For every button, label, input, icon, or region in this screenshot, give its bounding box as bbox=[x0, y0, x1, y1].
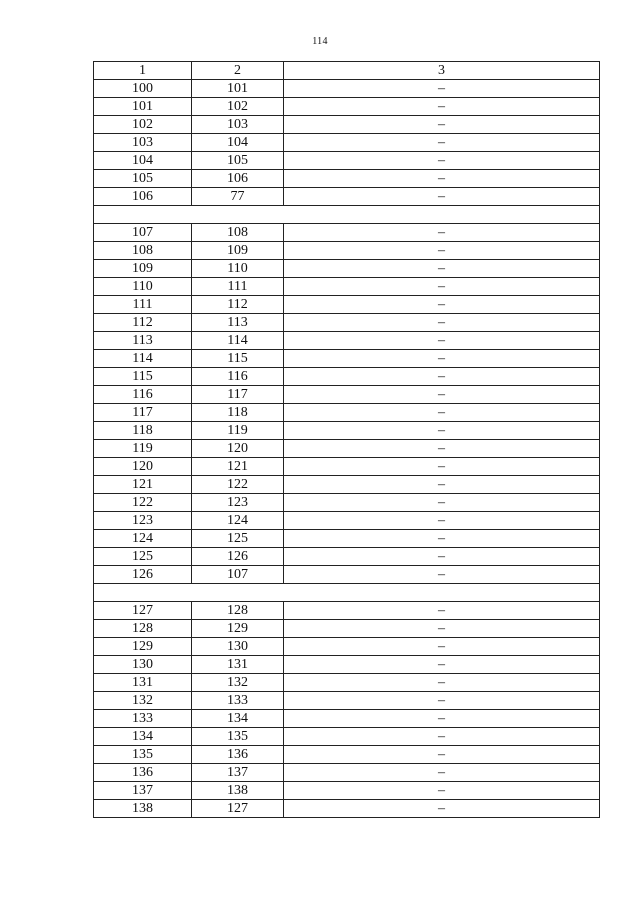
table-cell-col-1: 121 bbox=[94, 476, 192, 494]
table-row bbox=[94, 692, 600, 710]
table-row bbox=[94, 656, 600, 674]
table-cell-col-2: 109 bbox=[192, 242, 284, 260]
table-cell-col-3: – bbox=[284, 782, 600, 800]
table-cell-col-2: 136 bbox=[192, 746, 284, 764]
table-cell-col-3: – bbox=[284, 188, 600, 206]
table-cell-col-1: 119 bbox=[94, 440, 192, 458]
page-number: 114 bbox=[312, 36, 328, 47]
table-row bbox=[94, 674, 600, 692]
table-row bbox=[94, 764, 600, 782]
table-cell-col-3: – bbox=[284, 170, 600, 188]
table-cell-col-3: – bbox=[284, 566, 600, 584]
table-cell-col-3: – bbox=[284, 458, 600, 476]
table-cell-col-2: 138 bbox=[192, 782, 284, 800]
table-cell-col-3: – bbox=[284, 602, 600, 620]
table-cell-col-1: 114 bbox=[94, 350, 192, 368]
table-cell-col-3: – bbox=[284, 692, 600, 710]
table-cell-col-3: – bbox=[284, 638, 600, 656]
table-row bbox=[94, 152, 600, 170]
group-separator-row bbox=[94, 206, 600, 224]
table-cell-col-2: 126 bbox=[192, 548, 284, 566]
table-row bbox=[94, 602, 600, 620]
table-cell-col-2: 120 bbox=[192, 440, 284, 458]
table-cell-col-3: – bbox=[284, 368, 600, 386]
header-col-3: 3 bbox=[284, 62, 600, 80]
table-row bbox=[94, 296, 600, 314]
table-cell-col-2: 119 bbox=[192, 422, 284, 440]
table-cell-col-2: 113 bbox=[192, 314, 284, 332]
table-cell-col-1: 136 bbox=[94, 764, 192, 782]
table-cell-col-3: – bbox=[284, 386, 600, 404]
table-cell-col-2: 118 bbox=[192, 404, 284, 422]
table-cell-col-2: 104 bbox=[192, 134, 284, 152]
table-cell-col-2: 125 bbox=[192, 530, 284, 548]
table-cell-col-2: 121 bbox=[192, 458, 284, 476]
table-cell-col-1: 127 bbox=[94, 602, 192, 620]
table-cell-col-3: – bbox=[284, 260, 600, 278]
table-cell-col-1: 123 bbox=[94, 512, 192, 530]
table-cell-col-2: 107 bbox=[192, 566, 284, 584]
table-row bbox=[94, 746, 600, 764]
table-cell-col-2: 122 bbox=[192, 476, 284, 494]
table-cell-col-3: – bbox=[284, 656, 600, 674]
table-cell-col-2: 128 bbox=[192, 602, 284, 620]
table-cell-col-1: 135 bbox=[94, 746, 192, 764]
table-cell-col-2: 131 bbox=[192, 656, 284, 674]
table-cell-col-3: – bbox=[284, 548, 600, 566]
table-cell-col-1: 115 bbox=[94, 368, 192, 386]
table-row bbox=[94, 458, 600, 476]
table-cell-col-1: 101 bbox=[94, 98, 192, 116]
table-row bbox=[94, 404, 600, 422]
table-cell-col-3: – bbox=[284, 134, 600, 152]
table-cell-col-2: 123 bbox=[192, 494, 284, 512]
table-cell-col-1: 129 bbox=[94, 638, 192, 656]
table-row bbox=[94, 386, 600, 404]
table-row bbox=[94, 170, 600, 188]
table-row bbox=[94, 530, 600, 548]
table-row bbox=[94, 188, 600, 206]
table-cell-col-2: 103 bbox=[192, 116, 284, 134]
table-cell-col-2: 110 bbox=[192, 260, 284, 278]
table-cell-col-2: 116 bbox=[192, 368, 284, 386]
table-row bbox=[94, 566, 600, 584]
table-cell-col-1: 112 bbox=[94, 314, 192, 332]
table-row bbox=[94, 350, 600, 368]
table-cell-col-1: 110 bbox=[94, 278, 192, 296]
table-cell-col-2: 134 bbox=[192, 710, 284, 728]
table-cell-col-1: 117 bbox=[94, 404, 192, 422]
table-cell-col-1: 122 bbox=[94, 494, 192, 512]
table-cell-col-3: – bbox=[284, 350, 600, 368]
table-cell-col-2: 105 bbox=[192, 152, 284, 170]
data-table bbox=[93, 61, 600, 818]
table-cell-col-2: 112 bbox=[192, 296, 284, 314]
table-cell-col-2: 135 bbox=[192, 728, 284, 746]
table-row bbox=[94, 98, 600, 116]
table-cell-col-2: 77 bbox=[192, 188, 284, 206]
table-cell-col-2: 108 bbox=[192, 224, 284, 242]
table-cell-col-3: – bbox=[284, 116, 600, 134]
table-row bbox=[94, 260, 600, 278]
table-cell-col-2: 114 bbox=[192, 332, 284, 350]
table-row bbox=[94, 494, 600, 512]
table-cell-col-3: – bbox=[284, 674, 600, 692]
table-cell-col-3: – bbox=[284, 314, 600, 332]
table-row bbox=[94, 710, 600, 728]
table-row bbox=[94, 224, 600, 242]
table-row bbox=[94, 800, 600, 818]
table-cell-col-3: – bbox=[284, 332, 600, 350]
table-cell-col-1: 137 bbox=[94, 782, 192, 800]
table-row bbox=[94, 548, 600, 566]
table-body bbox=[94, 62, 600, 818]
separator-cell bbox=[94, 206, 600, 224]
table-cell-col-2: 127 bbox=[192, 800, 284, 818]
table-cell-col-3: – bbox=[284, 710, 600, 728]
table-cell-col-3: – bbox=[284, 422, 600, 440]
table-row bbox=[94, 332, 600, 350]
table-cell-col-1: 120 bbox=[94, 458, 192, 476]
table-row bbox=[94, 638, 600, 656]
table-cell-col-3: – bbox=[284, 494, 600, 512]
table-cell-col-1: 134 bbox=[94, 728, 192, 746]
table-cell-col-2: 111 bbox=[192, 278, 284, 296]
table-cell-col-3: – bbox=[284, 620, 600, 638]
table-cell-col-3: – bbox=[284, 296, 600, 314]
table-row bbox=[94, 440, 600, 458]
table-cell-col-1: 118 bbox=[94, 422, 192, 440]
table-cell-col-1: 100 bbox=[94, 80, 192, 98]
table-row bbox=[94, 116, 600, 134]
table-row bbox=[94, 728, 600, 746]
table-cell-col-1: 108 bbox=[94, 242, 192, 260]
separator-cell bbox=[94, 584, 600, 602]
table-row bbox=[94, 512, 600, 530]
table-cell-col-2: 115 bbox=[192, 350, 284, 368]
table-cell-col-1: 132 bbox=[94, 692, 192, 710]
table-cell-col-3: – bbox=[284, 278, 600, 296]
table-cell-col-2: 124 bbox=[192, 512, 284, 530]
header-col-2: 2 bbox=[192, 62, 284, 80]
table-cell-col-2: 129 bbox=[192, 620, 284, 638]
table-cell-col-2: 102 bbox=[192, 98, 284, 116]
table-cell-col-1: 125 bbox=[94, 548, 192, 566]
table-row bbox=[94, 80, 600, 98]
table-cell-col-1: 102 bbox=[94, 116, 192, 134]
table-cell-col-1: 106 bbox=[94, 188, 192, 206]
table-cell-col-1: 130 bbox=[94, 656, 192, 674]
table-cell-col-3: – bbox=[284, 440, 600, 458]
table-row bbox=[94, 134, 600, 152]
table-cell-col-1: 103 bbox=[94, 134, 192, 152]
table-row bbox=[94, 278, 600, 296]
table-cell-col-3: – bbox=[284, 152, 600, 170]
table-cell-col-3: – bbox=[284, 80, 600, 98]
table-cell-col-1: 113 bbox=[94, 332, 192, 350]
table-cell-col-2: 130 bbox=[192, 638, 284, 656]
table-row bbox=[94, 242, 600, 260]
table-cell-col-3: – bbox=[284, 404, 600, 422]
table-cell-col-1: 116 bbox=[94, 386, 192, 404]
table-cell-col-2: 137 bbox=[192, 764, 284, 782]
group-separator-row bbox=[94, 584, 600, 602]
table-header-row bbox=[94, 62, 600, 80]
table-cell-col-2: 106 bbox=[192, 170, 284, 188]
table-cell-col-3: – bbox=[284, 512, 600, 530]
table-cell-col-1: 131 bbox=[94, 674, 192, 692]
header-col-1: 1 bbox=[94, 62, 192, 80]
table-cell-col-3: – bbox=[284, 800, 600, 818]
table-cell-col-3: – bbox=[284, 98, 600, 116]
table-row bbox=[94, 368, 600, 386]
table-cell-col-1: 105 bbox=[94, 170, 192, 188]
table-row bbox=[94, 422, 600, 440]
table-cell-col-1: 107 bbox=[94, 224, 192, 242]
table-row bbox=[94, 476, 600, 494]
table-cell-col-2: 101 bbox=[192, 80, 284, 98]
table-cell-col-3: – bbox=[284, 476, 600, 494]
table-row bbox=[94, 314, 600, 332]
table-cell-col-2: 133 bbox=[192, 692, 284, 710]
table-cell-col-1: 138 bbox=[94, 800, 192, 818]
table-cell-col-1: 133 bbox=[94, 710, 192, 728]
table-cell-col-1: 111 bbox=[94, 296, 192, 314]
table-cell-col-1: 124 bbox=[94, 530, 192, 548]
table-cell-col-3: – bbox=[284, 530, 600, 548]
table-row bbox=[94, 782, 600, 800]
table-cell-col-3: – bbox=[284, 764, 600, 782]
table-cell-col-2: 132 bbox=[192, 674, 284, 692]
table-cell-col-1: 109 bbox=[94, 260, 192, 278]
table-cell-col-1: 128 bbox=[94, 620, 192, 638]
table-cell-col-3: – bbox=[284, 728, 600, 746]
table-cell-col-3: – bbox=[284, 746, 600, 764]
table-cell-col-3: – bbox=[284, 224, 600, 242]
table-cell-col-1: 104 bbox=[94, 152, 192, 170]
table-cell-col-1: 126 bbox=[94, 566, 192, 584]
table-cell-col-2: 117 bbox=[192, 386, 284, 404]
table-row bbox=[94, 620, 600, 638]
table-cell-col-3: – bbox=[284, 242, 600, 260]
